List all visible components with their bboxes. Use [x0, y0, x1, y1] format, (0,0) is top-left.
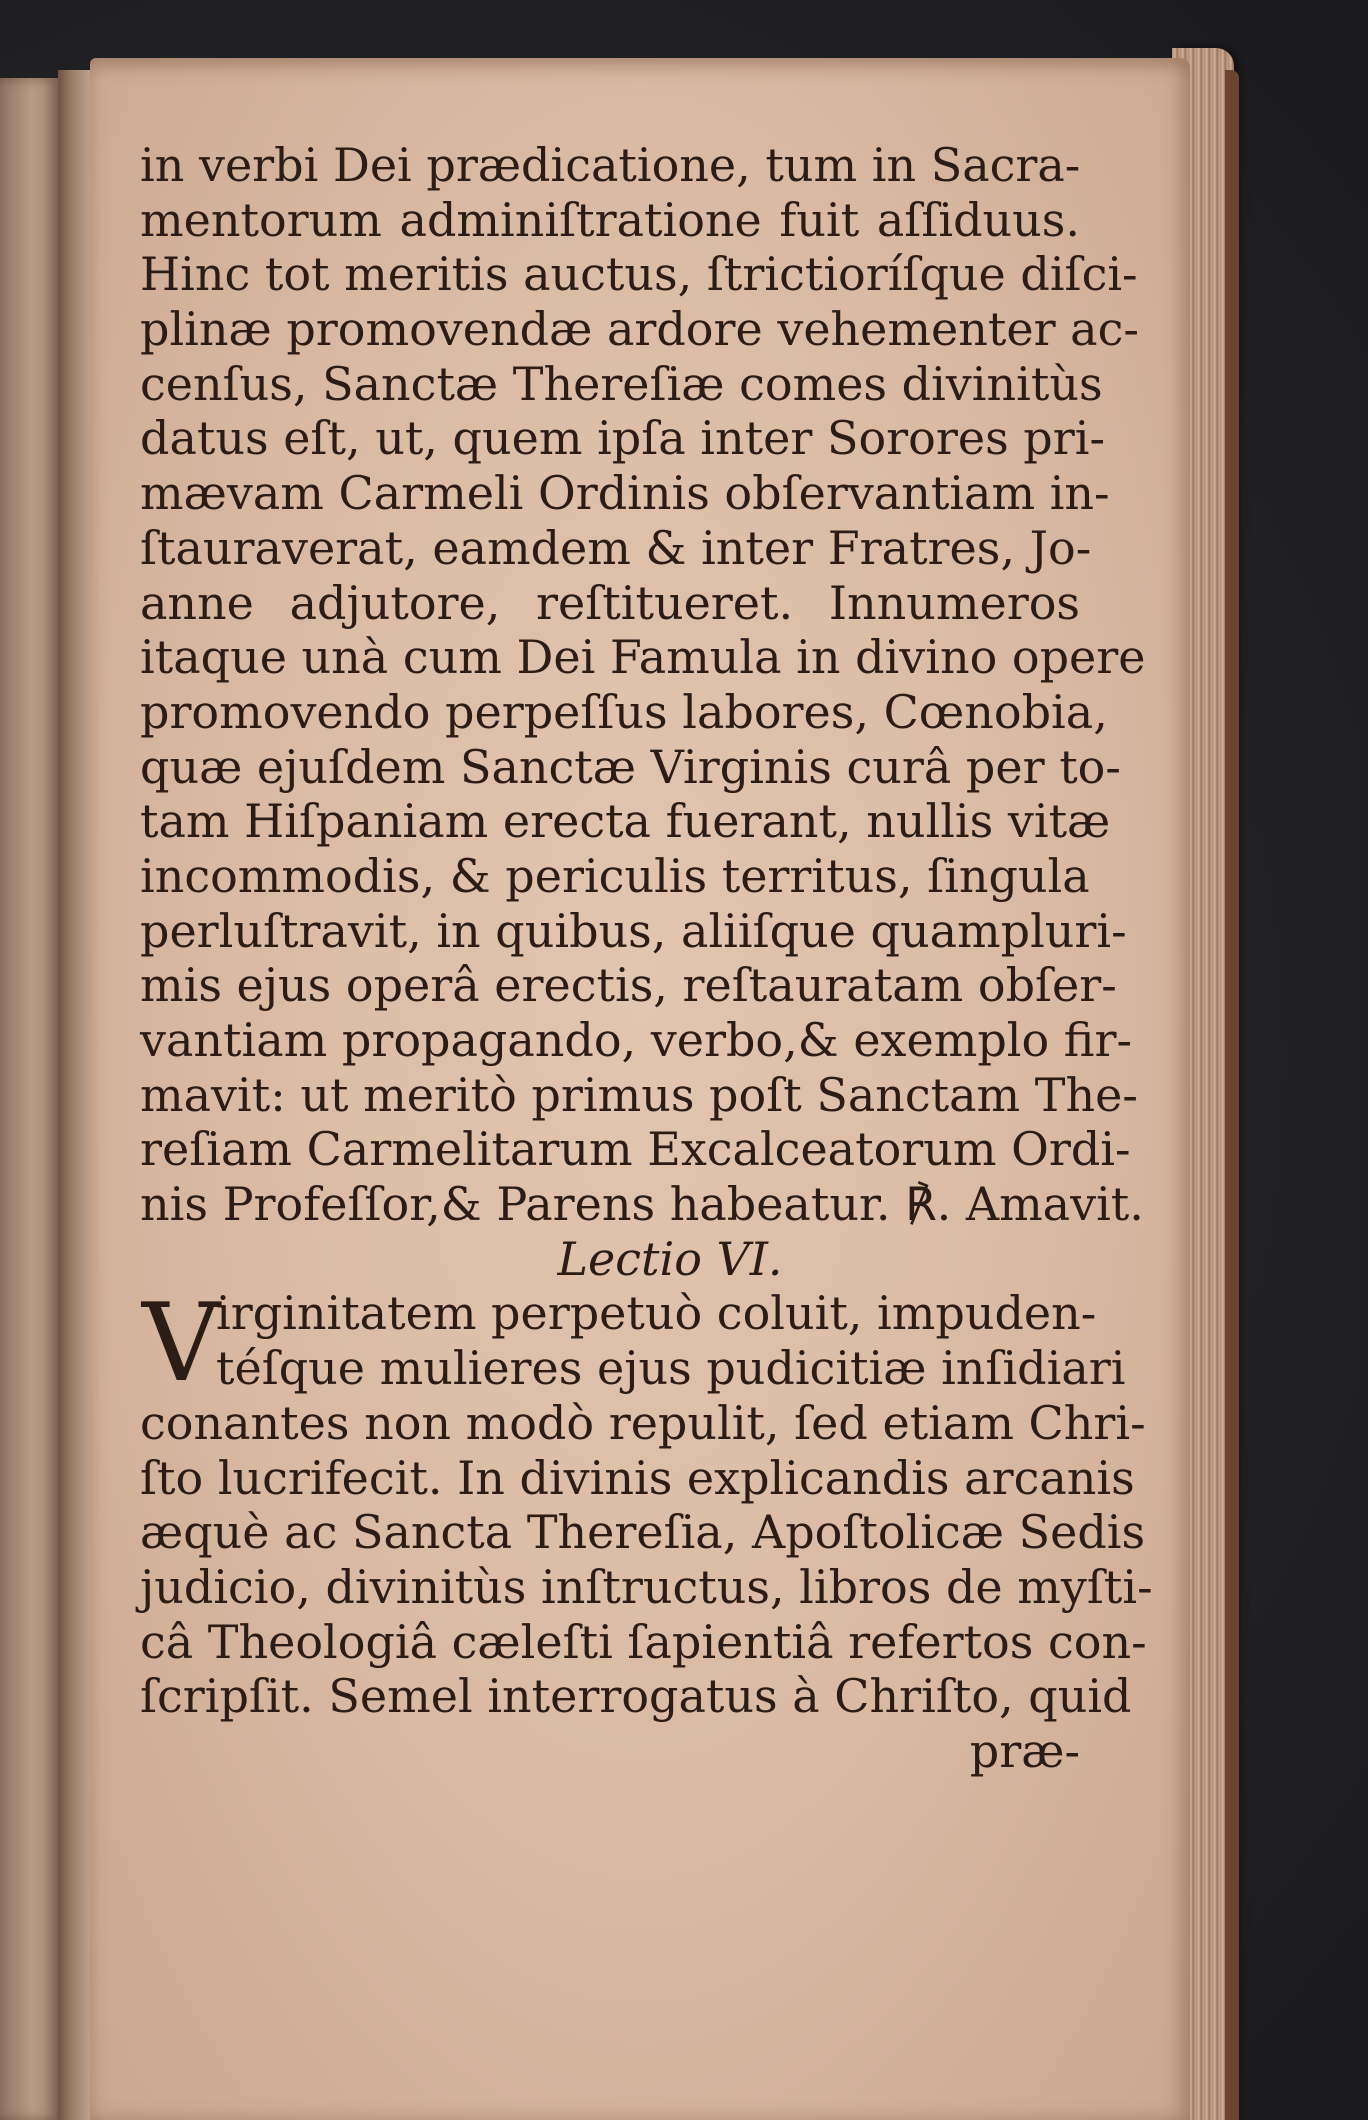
text-line: conantes non modò repulit, ſed etiam Chri-	[140, 1395, 1146, 1450]
text-line: plinæ promovendæ ardore vehementer ac-	[140, 302, 1139, 357]
text-line: itaque unà cum Dei Famula in divino opere	[140, 630, 1146, 685]
text-line: ſtauraverat, eamdem & inter Fratres, Jo-	[140, 520, 1092, 575]
text-line: cenſus, Sanctæ Thereſiæ comes divinitùs	[140, 356, 1103, 411]
text-line: nis Profeſſor,& Parens habeatur. ℟. Amavit.	[140, 1177, 1144, 1232]
text-line: in verbi Dei prædicatione, tum in Sacra-	[140, 138, 1081, 192]
text-line: æquè ac Sancta Thereſia, Apoſtolicæ Sedis	[140, 1505, 1146, 1560]
catchword: præ-	[969, 1723, 1080, 1778]
text-line: câ Theologiâ cæleſti ſapientiâ refertos con-	[140, 1614, 1147, 1669]
lesson-heading: Lectio VI.	[557, 1231, 783, 1286]
text-line: reſiam Carmelitarum Excalceatorum Ordi-	[140, 1122, 1131, 1177]
text-line: anne adjutore, reſtitueret. Innumeros	[140, 575, 1080, 630]
text-line: irginitatem perpetuò coluit, impuden-	[216, 1286, 1097, 1341]
text-line: mavit: ut meritò primus poſt Sanctam The-	[140, 1067, 1138, 1122]
text-line: quæ ejuſdem Sanctæ Virginis curâ per to-	[140, 739, 1121, 794]
text-line: ſto lucrifecit. In divinis explicandis arcanis	[140, 1450, 1135, 1505]
page-text	[140, 138, 1153, 1779]
text-line: Hinc tot meritis auctus, ſtrictioríſque diſci-	[140, 247, 1138, 302]
lesson-opening	[140, 1281, 1126, 1407]
book-cover-edge	[1225, 70, 1239, 2120]
text-line: incommodis, & periculis territus, ſingula	[140, 848, 1090, 903]
book-gutter	[58, 70, 92, 2120]
text-line: promovendo perpeſſus labores, Cœnobia,	[140, 684, 1108, 739]
text-line: mentorum adminiſtratione fuit aſſiduus.	[140, 192, 1080, 247]
text-line: ſcripſit. Semel interrogatus à Chriſto, quid	[140, 1669, 1132, 1724]
text-line: vantiam propagando, verbo,& exemplo fir-	[140, 1013, 1133, 1067]
drop-cap-initial: V	[142, 1281, 220, 1407]
text-line: mævam Carmeli Ordinis obſervantiam in-	[140, 466, 1110, 521]
text-line: judicio, divinitùs inſtructus, libros de myſti-	[140, 1559, 1153, 1614]
text-line: mis ejus operâ erectis, reſtauratam obſer-	[140, 958, 1117, 1013]
text-line: perluſtravit, in quibus, aliiſque quampluri-	[140, 903, 1127, 958]
text-line: datus eſt, ut, quem ipſa inter Sorores pri-	[140, 411, 1105, 466]
text-line: téſque mulieres ejus pudicitiæ inſidiari	[216, 1341, 1126, 1396]
left-page-edge	[0, 78, 58, 2120]
text-line: tam Hiſpaniam erecta fuerant, nullis vitæ	[140, 794, 1111, 849]
